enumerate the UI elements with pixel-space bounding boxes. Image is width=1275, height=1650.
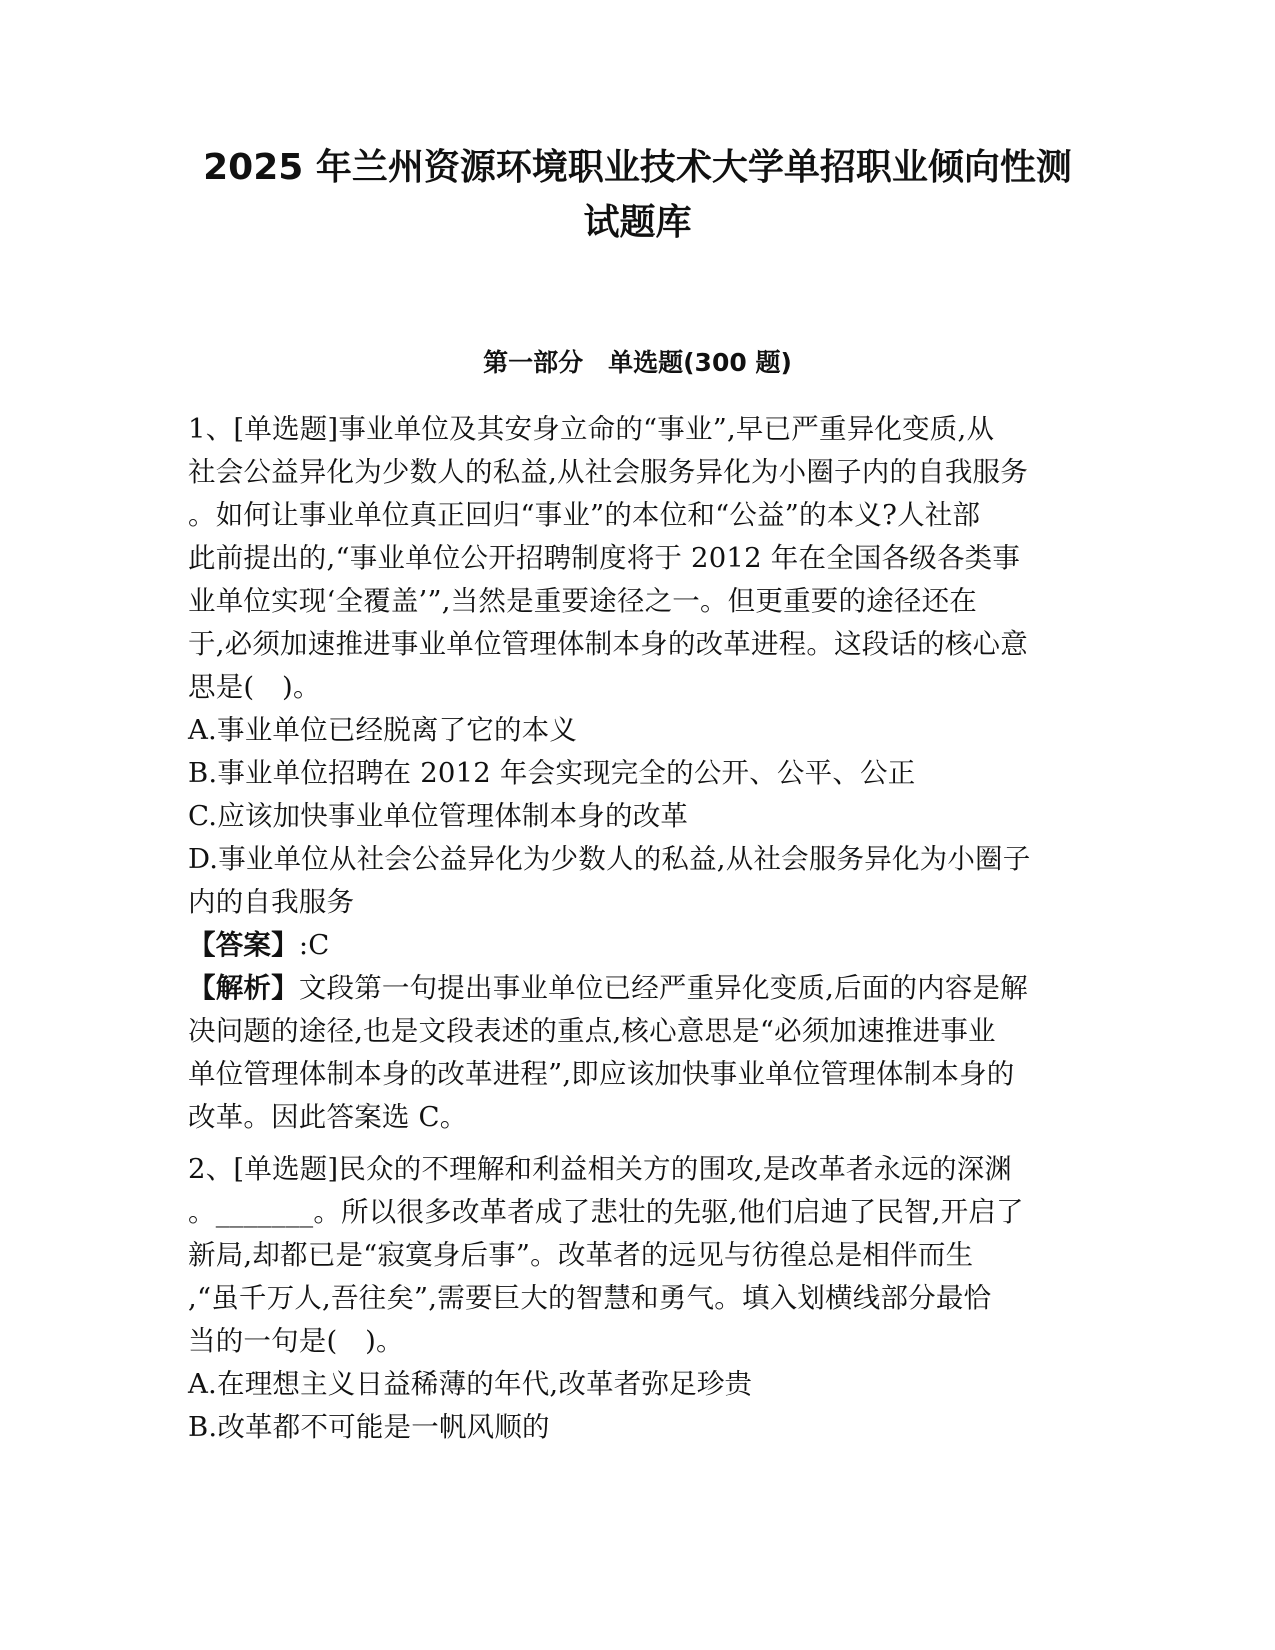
question-2 xyxy=(188,1148,1085,1449)
stem-line: 新局,却都已是“寂寞身后事”。改革者的远见与彷徨总是相伴而生 xyxy=(188,1239,974,1271)
question-stem xyxy=(188,1148,1085,1363)
option-b: B.事业单位招聘在 2012 年会实现完全的公开、公平、公正 xyxy=(188,757,916,789)
option-a: A.事业单位已经脱离了它的本义 xyxy=(188,714,578,746)
question-options xyxy=(188,1363,1085,1449)
stem-line: 当的一句是( )。 xyxy=(188,1325,404,1357)
section-heading: 第一部分 单选题(300 题) xyxy=(483,348,792,377)
analysis-text: 文段第一句提出事业单位已经严重异化变质,后面的内容是解 xyxy=(298,972,1028,1004)
title-line: 试题库 xyxy=(583,202,692,243)
stem-line: ,“虽千万人,吾往矣”,需要巨大的智慧和勇气。填入划横线部分最恰 xyxy=(188,1282,992,1314)
title-line: 2025 年兰州资源环境职业技术大学单招职业倾向性测 xyxy=(203,147,1072,188)
stem-line: 。如何让事业单位真正回归“事业”的本位和“公益”的本义?人社部 xyxy=(188,499,981,531)
answer-label: 【答案】 xyxy=(188,929,299,961)
option-d: D.事业单位从社会公益异化为少数人的私益,从社会服务异化为小圈子 xyxy=(188,843,1031,875)
analysis-line xyxy=(188,967,1085,1010)
document-title xyxy=(190,140,1085,250)
stem-line: 1、[单选题]事业单位及其安身立命的“事业”,早已严重异化变质,从 xyxy=(188,413,995,445)
answer-line xyxy=(188,924,1085,967)
option-a: A.在理想主义日益稀薄的年代,改革者弥足珍贵 xyxy=(188,1368,753,1400)
option-c: C.应该加快事业单位管理体制本身的改革 xyxy=(188,800,689,832)
question-1 xyxy=(188,408,1085,1139)
question-options xyxy=(188,709,1085,924)
answer xyxy=(188,924,1085,967)
question-stem xyxy=(188,408,1085,709)
stem-line: 。_______。所以很多改革者成了悲壮的先驱,他们启迪了民智,开启了 xyxy=(188,1196,1024,1228)
stem-line: 于,必须加速推进事业单位管理体制本身的改革进程。这段话的核心意 xyxy=(188,628,1028,660)
question-list xyxy=(188,408,1085,1458)
analysis-line: 改革。因此答案选 C。 xyxy=(188,1101,468,1133)
analysis-label: 【解析】 xyxy=(188,972,299,1004)
analysis-line: 决问题的途径,也是文段表述的重点,核心意思是“必须加速推进事业 xyxy=(188,1015,996,1047)
stem-line: 思是( )。 xyxy=(188,671,321,703)
analysis-line: 单位管理体制本身的改革进程”,即应该加快事业单位管理体制本身的 xyxy=(188,1058,1015,1090)
option-b: B.改革都不可能是一帆风顺的 xyxy=(188,1411,550,1443)
option-d-continued: 内的自我服务 xyxy=(188,886,355,918)
analysis xyxy=(188,967,1085,1139)
answer-value: :C xyxy=(298,929,330,961)
stem-line: 业单位实现‘全覆盖’”,当然是重要途径之一。但更重要的途径还在 xyxy=(188,585,977,617)
stem-line: 社会公益异化为少数人的私益,从社会服务异化为小圈子内的自我服务 xyxy=(188,456,1028,488)
stem-line: 2、[单选题]民众的不理解和利益相关方的围攻,是改革者永远的深渊 xyxy=(188,1153,1013,1185)
stem-line: 此前提出的,“事业单位公开招聘制度将于 2012 年在全国各级各类事 xyxy=(188,542,1021,574)
